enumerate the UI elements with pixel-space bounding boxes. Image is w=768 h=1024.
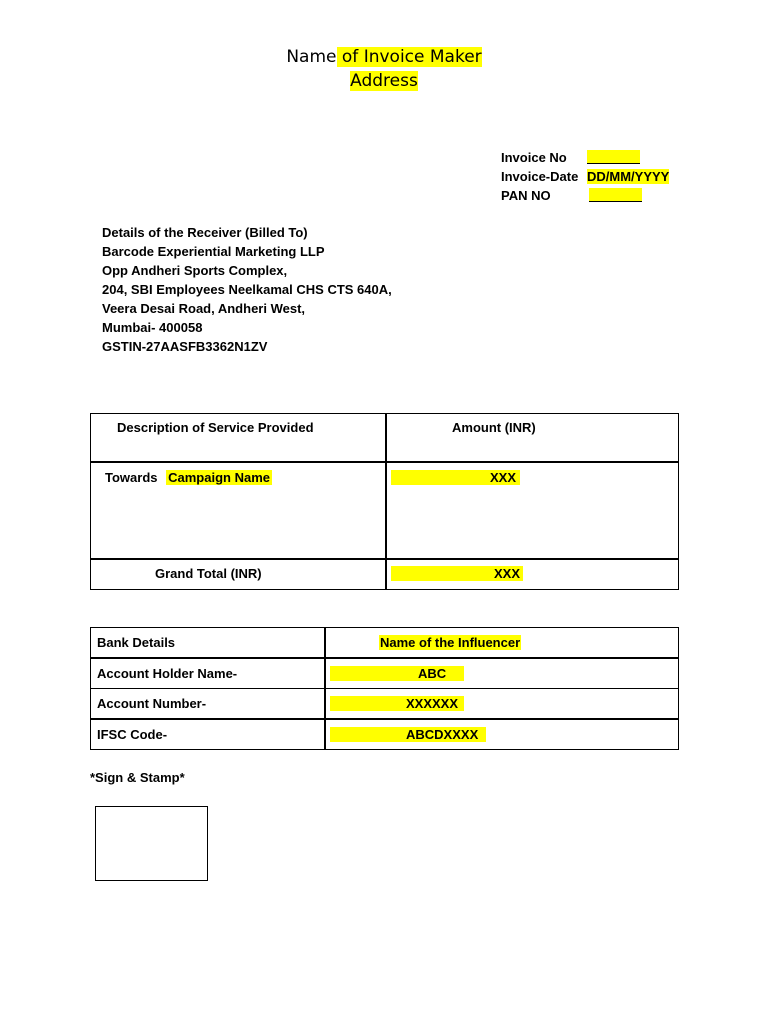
- receiver-heading: Details of the Receiver (Billed To): [102, 225, 308, 240]
- account-holder-label: Account Holder Name-: [97, 666, 238, 681]
- invoice-no-blank[interactable]: [587, 150, 640, 164]
- receiver-gstin: GSTIN-27AASFB3362N1ZV: [102, 339, 268, 354]
- pan-blank[interactable]: [589, 188, 642, 202]
- address-text: Address: [350, 71, 418, 91]
- signature-box[interactable]: [95, 806, 208, 881]
- service-col-header-desc: Description of Service Provided: [117, 420, 314, 435]
- sign-stamp-label: *Sign & Stamp*: [90, 770, 185, 785]
- pan-label: PAN NO: [501, 188, 551, 203]
- pan-row: [501, 186, 642, 205]
- name-highlight: of Invoice Maker: [336, 47, 482, 67]
- bank-details-label: Bank Details: [97, 635, 176, 650]
- service-amount[interactable]: XXX: [490, 470, 517, 485]
- campaign-name[interactable]: Campaign Name: [168, 470, 270, 485]
- receiver-address-line: 204, SBI Employees Neelkamal CHS CTS 640A,: [102, 282, 392, 297]
- invoice-date-label: Invoice-Date: [501, 169, 579, 184]
- ifsc-label: IFSC Code-: [97, 727, 168, 742]
- receiver-address-line: Veera Desai Road, Andheri West,: [102, 301, 306, 316]
- service-description: [105, 470, 272, 485]
- invoice-no-label: Invoice No: [501, 150, 567, 165]
- service-col-header-amount: Amount (INR): [452, 420, 536, 435]
- account-number-label: Account Number-: [97, 696, 207, 711]
- receiver-city: Mumbai- 400058: [102, 320, 203, 335]
- invoice-date-row: [501, 167, 669, 186]
- receiver-company: Barcode Experiential Marketing LLP: [102, 244, 325, 259]
- invoice-maker-name: [0, 46, 768, 68]
- invoice-date-value[interactable]: DD/MM/YYYY: [587, 169, 670, 184]
- account-number-value[interactable]: XXXXXX: [406, 696, 459, 711]
- towards-label: Towards: [105, 470, 158, 485]
- invoice-maker-address: [0, 70, 768, 92]
- receiver-details: [102, 223, 392, 356]
- ifsc-value[interactable]: ABCDXXXX: [406, 727, 479, 742]
- grand-total-value[interactable]: XXX: [494, 566, 521, 581]
- receiver-address-line: Opp Andheri Sports Complex,: [102, 263, 288, 278]
- account-holder-value[interactable]: ABC: [418, 666, 447, 681]
- name-prefix: Name: [286, 47, 337, 67]
- invoice-no-row: [501, 148, 640, 167]
- influencer-name[interactable]: Name of the Influencer: [380, 635, 521, 650]
- grand-total-label: Grand Total (INR): [155, 566, 262, 581]
